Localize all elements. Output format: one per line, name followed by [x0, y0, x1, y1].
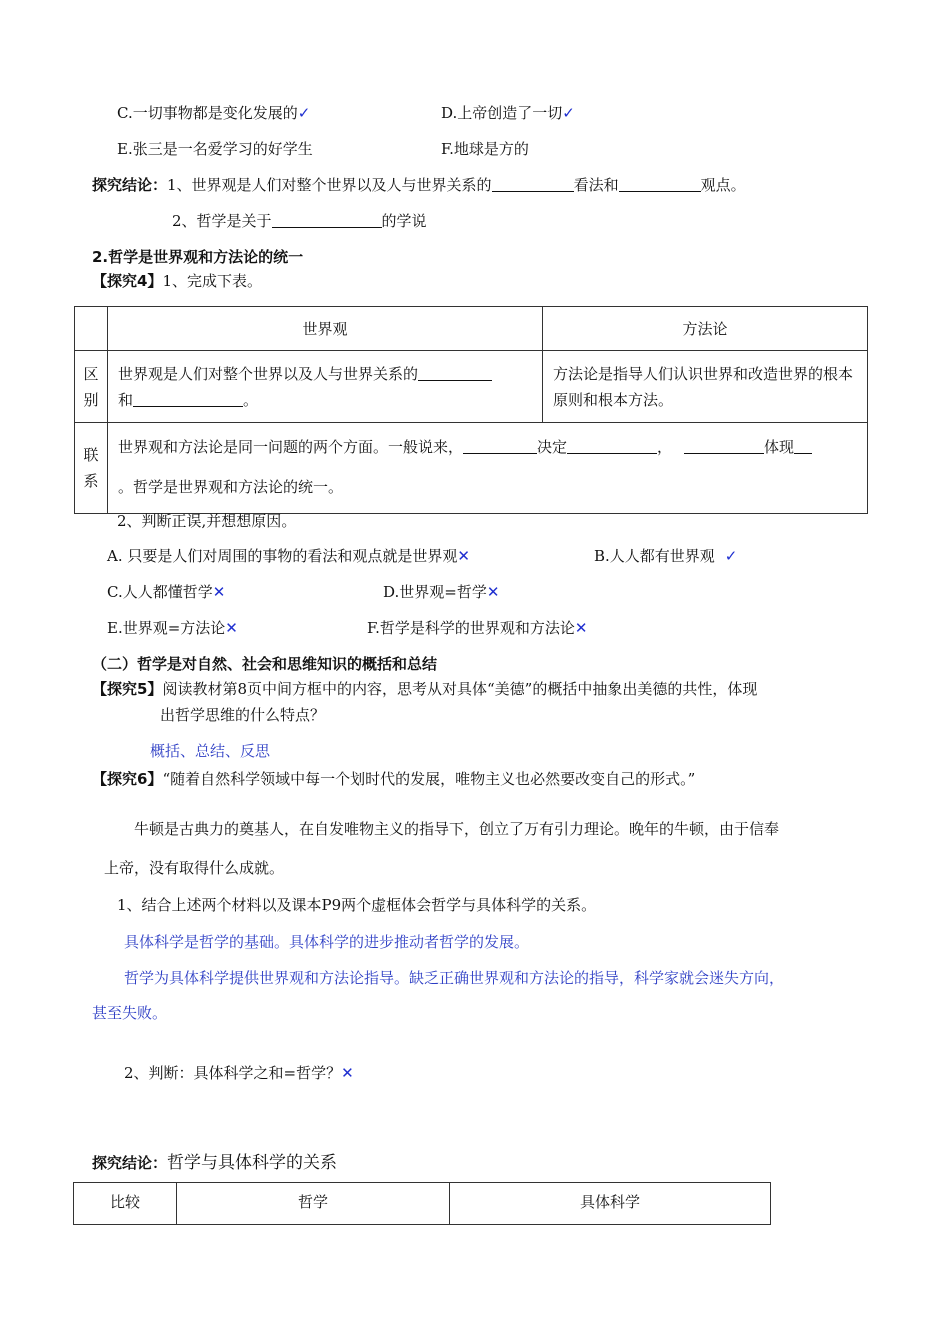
row-label-text: 区别	[83, 364, 99, 409]
judge-f	[367, 617, 587, 638]
probe-quote: “随着自然科学领域中每一个划时代的发展，唯物主义也必然要改变自己的形式。”	[162, 770, 696, 788]
conclusion-2	[92, 1148, 337, 1173]
judge-f-text: F.哲学是科学的世界观和方法论	[367, 619, 575, 637]
cell-connection	[108, 423, 868, 514]
option-d	[441, 102, 575, 123]
conclusion-text-c: 观点。	[700, 176, 746, 194]
conclusion-text-a: 1、世界观是人们对整个世界以及人与世界关系的	[167, 176, 492, 194]
table-header-philosophy: 哲学	[177, 1183, 450, 1225]
cross-icon: ✕	[341, 1064, 354, 1082]
comparison-table	[73, 1182, 771, 1225]
option-e: E.张三是一名爱学习的好学生	[117, 140, 313, 158]
table-header-science: 具体科学	[450, 1183, 771, 1225]
cell-text: 。	[243, 390, 259, 409]
judge-d	[383, 581, 499, 602]
probe-text: 1、完成下表。	[162, 272, 262, 290]
judge-e	[107, 617, 238, 638]
conclusion-text-e: 的学说	[381, 212, 427, 230]
table-header-methodology: 方法论	[543, 307, 868, 351]
option-f: F.地球是方的	[441, 140, 529, 158]
conclusion-text-b: 看法和	[573, 176, 619, 194]
row-label-text: 联系	[83, 446, 99, 490]
row-label-connection	[75, 423, 108, 514]
probe-6-answer-2a: 哲学为具体科学提供世界观和方法论指导。缺乏正确世界观和方法论的指导，科学家就会迷失方向，	[124, 969, 785, 987]
probe-4	[92, 270, 262, 291]
fill-blank[interactable]	[794, 439, 812, 454]
cross-icon: ✕	[225, 619, 238, 637]
table-header-compare: 比较	[74, 1183, 177, 1225]
probe-6-question-2-text: 2、判断：具体科学之和=哲学？	[124, 1064, 342, 1082]
fill-blank[interactable]	[492, 177, 574, 192]
fill-blank[interactable]	[133, 392, 243, 407]
cross-icon: ✕	[212, 583, 226, 601]
table-header-worldview: 世界观	[108, 307, 543, 351]
judge-c-text: C.人人都懂哲学	[107, 583, 213, 601]
cell-text: 世界观和方法论是同一问题的两个方面。一般说来，	[118, 438, 464, 456]
probe-6-para-line-1: 牛顿是古典力的奠基人，在自发唯物主义的指导下，创立了万有引力理论。晚年的牛顿，由于信奉	[134, 820, 780, 838]
check-icon: ✓	[562, 104, 575, 122]
judge-a-text: A. 只要是人们对周围的事物的看法和观点就是世界观	[107, 547, 458, 565]
cell-text: 和	[118, 390, 134, 409]
probe-5-answer: 概括、总结、反思	[150, 742, 271, 760]
fill-blank[interactable]	[567, 439, 657, 454]
probe-6-question-2	[124, 1062, 354, 1083]
section-title: 2.哲学是世界观和方法论的统一	[92, 248, 304, 266]
judge-d-text: D.世界观=哲学	[383, 583, 487, 601]
cell-text: ，	[657, 438, 673, 456]
cell-worldview-difference	[108, 351, 543, 423]
conclusion-label: 探究结论：	[92, 1154, 168, 1172]
option-c	[117, 102, 310, 123]
judge-a	[107, 545, 470, 566]
check-icon: ✓	[724, 547, 738, 565]
cell-text: 。哲学是世界观和方法论的统一。	[118, 478, 344, 496]
judge-c	[107, 581, 225, 602]
cell-text: 决定	[537, 438, 568, 456]
fill-blank[interactable]	[418, 366, 492, 381]
probe-6-para-line-2: 上帝，没有取得什么成就。	[104, 859, 285, 877]
conclusion-text-d: 2、哲学是关于	[172, 212, 272, 230]
probe-label: 【探究6】	[92, 770, 163, 788]
probe-6	[92, 768, 695, 789]
probe-6-answer-2b: 甚至失败。	[92, 1004, 168, 1022]
option-d-text: D.上帝创造了一切	[441, 104, 563, 122]
probe-text: 阅读教材第8页中间方框中的内容，思考从对具体“美德”的概括中抽象出美德的共性，体现	[162, 680, 758, 698]
fill-blank[interactable]	[684, 439, 764, 454]
conclusion-line-1	[92, 174, 746, 195]
check-icon: ✓	[297, 104, 311, 122]
probe-label: 【探究5】	[92, 680, 163, 698]
fill-blank[interactable]	[619, 177, 701, 192]
probe-5	[92, 678, 757, 699]
cross-icon: ✕	[457, 547, 470, 565]
section-title: （二）哲学是对自然、社会和思维知识的概括和总结	[92, 655, 438, 673]
row-label-difference	[75, 351, 108, 423]
judge-b	[594, 545, 737, 566]
probe-6-answer-1: 具体科学是哲学的基础。具体科学的进步推动者哲学的发展。	[124, 933, 530, 951]
option-c-text: C.一切事物都是变化发展的	[117, 104, 298, 122]
probe-label: 【探究4】	[92, 272, 163, 290]
cross-icon: ✕	[574, 619, 588, 637]
conclusion-text: 哲学与具体科学的关系	[167, 1153, 338, 1173]
judge-title: 2、判断正误,并想想原因。	[117, 512, 297, 530]
cell-methodology-difference: 方法论是指导人们认识世界和改造世界的根本原则和根本方法。	[543, 351, 868, 423]
cell-text: 体现	[764, 438, 795, 456]
fill-blank[interactable]	[463, 439, 537, 454]
cell-text: 世界观是人们对整个世界以及人与世界关系的	[118, 364, 419, 383]
conclusion-label: 探究结论：	[92, 176, 168, 194]
conclusion-line-2	[172, 210, 427, 231]
probe-6-question-1: 1、结合上述两个材料以及课本P9两个虚框体会哲学与具体科学的关系。	[117, 896, 597, 914]
judge-b-text: B.人人都有世界观	[594, 547, 715, 565]
probe-5-line-2: 出哲学思维的什么特点？	[160, 706, 326, 724]
cross-icon: ✕	[486, 583, 500, 601]
fill-blank[interactable]	[272, 213, 382, 228]
worldview-methodology-table	[74, 306, 868, 514]
table-corner	[75, 307, 108, 351]
judge-e-text: E.世界观=方法论	[107, 619, 226, 637]
